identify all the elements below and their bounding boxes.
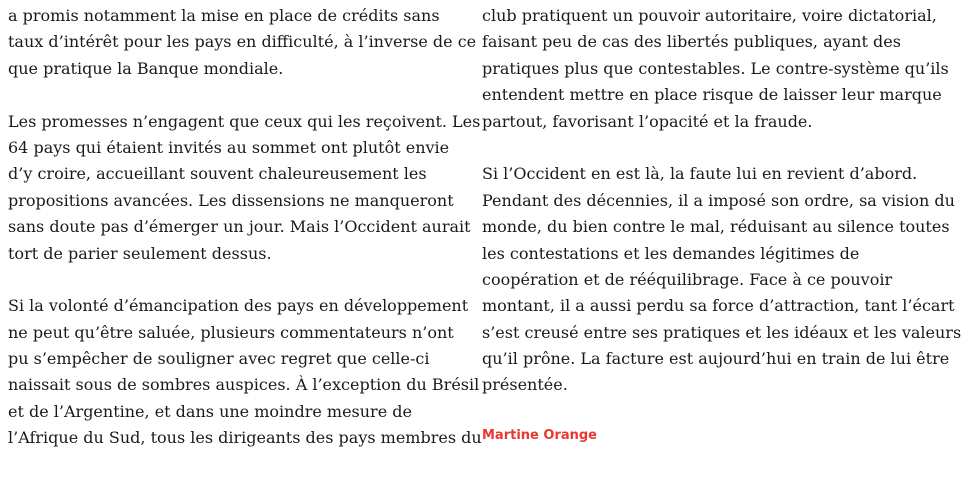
paragraph-line: 64 pays qui étaient invités au sommet ont plutôt envie: [8, 137, 450, 157]
paragraph-line: s’est creusé entre ses pratiques et les idéaux et les valeurs: [482, 322, 961, 342]
paragraph-line: Les promesses n’engagent que ceux qui les reçoivent. Les: [8, 111, 481, 131]
paragraph-line: pratiques plus que contestables. Le contre-système qu’ils: [482, 58, 949, 78]
paragraph-line: naissait sous de sombres auspices. À l’exception du Brésil: [8, 375, 480, 395]
article-column-left: [8, 3, 482, 478]
paragraph-line: les contestations et les demandes légitimes de: [482, 243, 860, 263]
paragraph-line: l’Afrique du Sud, tous les dirigeants des pays membres du: [8, 428, 482, 448]
paragraph-line: présentée.: [482, 375, 568, 395]
paragraph-line: monde, du bien contre le mal, réduisant au silence toutes: [482, 217, 950, 237]
author-link[interactable]: Martine Orange: [482, 428, 598, 443]
paragraph-line: entendent mettre en place risque de laisser leur marque: [482, 85, 942, 105]
paragraph-line: pu s’empêcher de souligner avec regret que celle-ci: [8, 349, 430, 369]
paragraph-line: Pendant des décennies, il a imposé son ordre, sa vision du: [482, 190, 955, 210]
paragraph-line: faisant peu de cas des libertés publiques, ayant des: [482, 32, 901, 52]
paragraph-line: ne peut qu’être saluée, plusieurs commentateurs n’ont: [8, 322, 454, 342]
article-paragraph: [8, 109, 481, 267]
paragraph-line: d’y croire, accueillant souvent chaleureusement les: [8, 164, 427, 184]
article-paragraph: [8, 293, 482, 451]
paragraph-line: propositions avancées. Les dissensions ne manqueront: [8, 190, 454, 210]
paragraph-line: montant, il a aussi perdu sa force d’attraction, tant l’écart: [482, 296, 955, 316]
paragraph-line: Si la volonté d’émancipation des pays en développement: [8, 296, 469, 316]
article-paragraph: [8, 3, 477, 82]
paragraph-line: partout, favorisant l’opacité et la fraude.: [482, 111, 813, 131]
paragraph-line: sans doute pas d’émerger un jour. Mais l’Occident aurait: [8, 217, 471, 237]
article-paragraph: [482, 3, 949, 135]
paragraph-line: tort de parier seulement dessus.: [8, 243, 272, 263]
paragraph-line: et de l’Argentine, et dans une moindre mesure de: [8, 401, 412, 421]
article-column-right: [482, 3, 961, 425]
paragraph-line: qu’il prône. La facture est aujourd’hui en train de lui être: [482, 349, 950, 369]
paragraph-line: Si l’Occident en est là, la faute lui en revient d’abord.: [482, 164, 918, 184]
paragraph-line: coopération et de rééquilibrage. Face à ce pouvoir: [482, 269, 893, 289]
paragraph-line: club pratiquent un pouvoir autoritaire, voire dictatorial,: [482, 6, 937, 25]
paragraph-line: a promis notamment la mise en place de crédits sans: [8, 6, 440, 25]
article-paragraph: [482, 161, 961, 399]
paragraph-line: taux d’intérêt pour les pays en difficulté, à l’inverse de ce: [8, 32, 477, 52]
paragraph-line: que pratique la Banque mondiale.: [8, 58, 284, 78]
